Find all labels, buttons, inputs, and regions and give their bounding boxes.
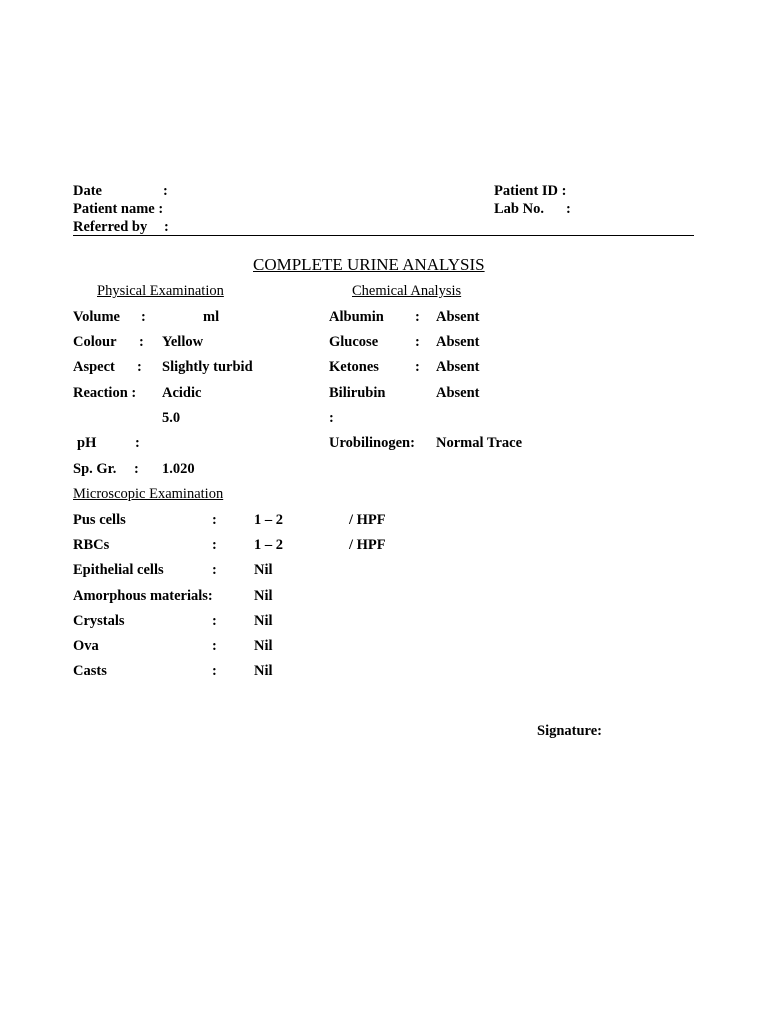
ketones-colon: : (415, 359, 420, 375)
micro-row-unit: / HPF (349, 512, 386, 528)
micro-row-label: Casts (73, 663, 107, 679)
reaction-value: Acidic (162, 385, 202, 401)
micro-row-label: Epithelial cells (73, 562, 164, 578)
micro-row-unit: / HPF (349, 537, 386, 553)
physical-examination-heading: Physical Examination (97, 283, 224, 299)
micro-row-value: Nil (254, 638, 273, 654)
albumin-label: Albumin (329, 309, 384, 325)
chemical-analysis-heading: Chemical Analysis (352, 283, 462, 299)
bilirubin-label: Bilirubin (329, 385, 386, 401)
ketones-label: Ketones (329, 359, 379, 375)
patient-id-label: Patient ID : (494, 183, 567, 199)
reaction-label: Reaction : (73, 385, 137, 401)
micro-row-colon: : (212, 638, 217, 654)
urobilinogen-value: Normal Trace (436, 435, 523, 451)
volume-label: Volume (73, 309, 120, 325)
volume-unit: ml (203, 309, 220, 325)
referred-by-label: Referred by (73, 219, 148, 235)
aspect-label: Aspect (73, 359, 115, 375)
micro-row-value: Nil (254, 562, 273, 578)
bilirubin-colon: : (329, 410, 334, 426)
sp-gr-value: 1.020 (162, 461, 195, 477)
micro-row-label: Amorphous materials: (73, 588, 213, 604)
sp-gr-colon: : (134, 461, 139, 477)
micro-row-label: Crystals (73, 613, 125, 629)
colour-colon: : (139, 334, 144, 350)
bilirubin-value: Absent (436, 385, 480, 401)
micro-row-colon: : (212, 663, 217, 679)
header-divider (73, 235, 694, 236)
micro-row-label: RBCs (73, 537, 110, 553)
ketones-value: Absent (436, 359, 480, 375)
colour-label: Colour (73, 334, 117, 350)
lab-no-colon: : (566, 201, 571, 217)
micro-row-colon: : (212, 613, 217, 629)
ph-value: 5.0 (162, 410, 181, 426)
micro-row-label: Pus cells (73, 512, 126, 528)
micro-row-value: Nil (254, 613, 273, 629)
report-title: COMPLETE URINE ANALYSIS (253, 255, 485, 274)
micro-row-value: Nil (254, 663, 273, 679)
aspect-colon: : (137, 359, 142, 375)
urobilinogen-label: Urobilinogen: (329, 435, 415, 451)
volume-colon: : (141, 309, 146, 325)
micro-row-value: Nil (254, 588, 273, 604)
albumin-colon: : (415, 309, 420, 325)
glucose-label: Glucose (329, 334, 379, 350)
microscopic-examination-heading: Microscopic Examination (73, 486, 224, 502)
glucose-value: Absent (436, 334, 480, 350)
micro-row-colon: : (212, 512, 217, 528)
micro-row-colon: : (212, 562, 217, 578)
ph-label: pH (77, 435, 97, 451)
ph-colon: : (135, 435, 140, 451)
sp-gr-label: Sp. Gr. (73, 461, 117, 477)
signature-label: Signature: (537, 723, 602, 739)
patient-name-label: Patient name : (73, 201, 164, 217)
lab-no-label: Lab No. (494, 201, 544, 217)
micro-row-value: 1 – 2 (254, 512, 283, 528)
referred-by-colon: : (164, 219, 169, 235)
micro-row-colon: : (212, 537, 217, 553)
micro-row-label: Ova (73, 638, 99, 654)
aspect-value: Slightly turbid (162, 359, 253, 375)
albumin-value: Absent (436, 309, 480, 325)
micro-row-value: 1 – 2 (254, 537, 283, 553)
date-colon: : (163, 183, 168, 199)
glucose-colon: : (415, 334, 420, 350)
colour-value: Yellow (162, 334, 204, 350)
date-label: Date (73, 183, 102, 199)
